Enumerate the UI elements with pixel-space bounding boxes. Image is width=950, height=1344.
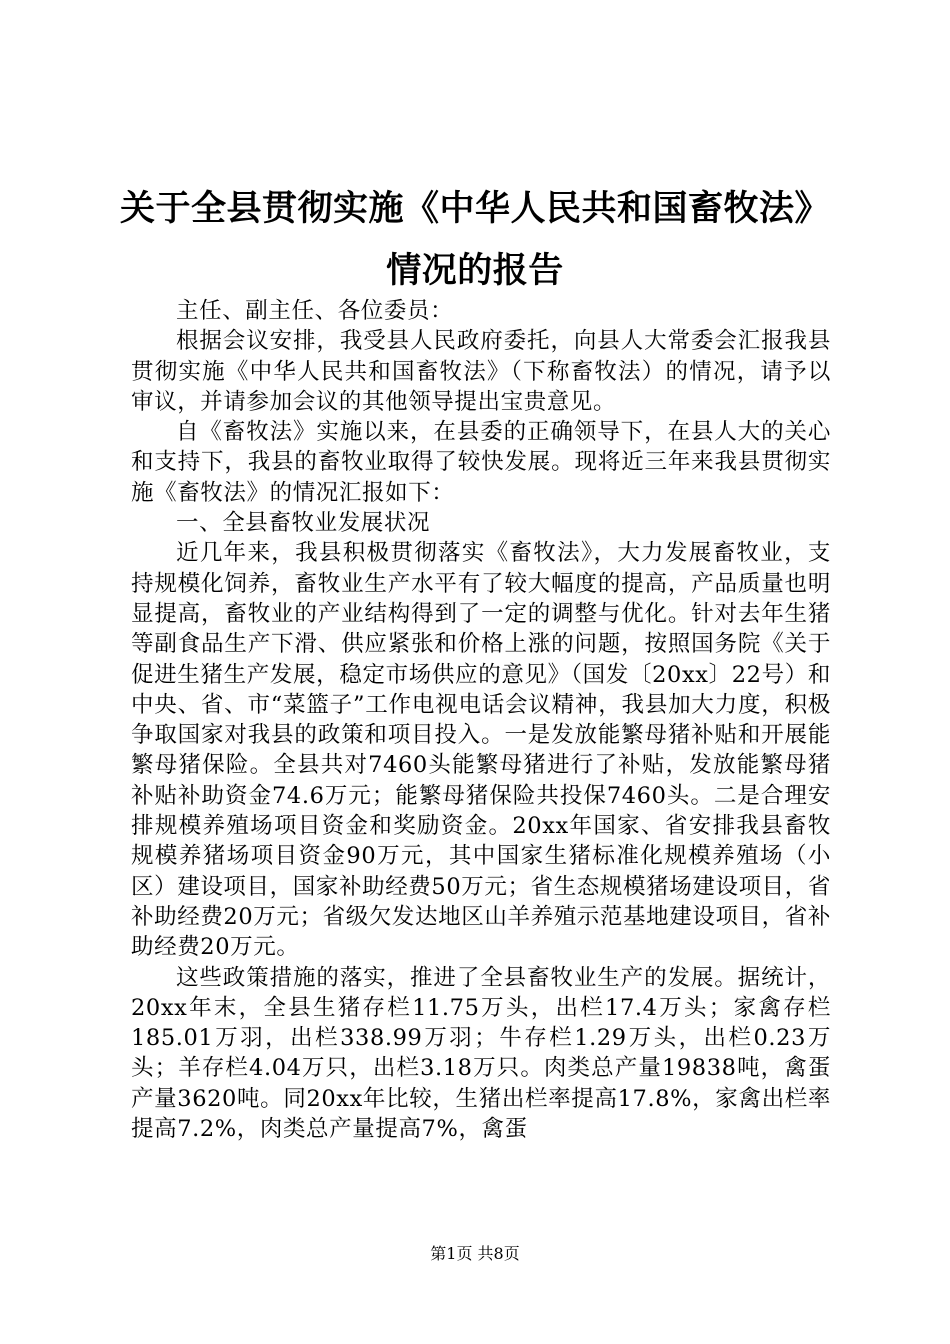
document-title (100, 178, 850, 302)
title-line-2: 情况的报告 (386, 251, 564, 291)
section-heading: 一、全县畜牧业发展状况 (176, 510, 431, 537)
paragraph: 自《畜牧法》实施以来，在县委的正确领导下，在县人大的关心和支持下，我县的畜牧业取得了较快发展。现将近三年来我县贯彻实施《畜牧法》的情况汇报如下： (131, 419, 831, 506)
page-footer: 第1页 共8页 (430, 1244, 520, 1263)
paragraph: 这些政策措施的落实，推进了全县畜牧业生产的发展。据统计，20xx年末，全县生猪存栏11.75万头，出栏17.4万头；家禽存栏185.01万羽，出栏338.99万羽；牛存栏1.29万头，出栏0.23万头；羊存栏4.04万只，出栏3.18万只。肉类总产量19838吨，禽蛋产量3620吨。同20xx年比较，生猪出栏率提高17.8%，家禽出栏率提高7.2%，肉类总产量提高7%，禽蛋 (131, 964, 831, 1143)
title-line-1: 关于全县贯彻实施《中华人民共和国畜牧法》 (119, 189, 830, 229)
paragraph: 近几年来，我县积极贯彻落实《畜牧法》，大力发展畜牧业，支持规模化饲养，畜牧业生产水平有了较大幅度的提高，产品质量也明显提高，畜牧业的产业结构得到了一定的调整与优化。针对去年生猪等副食品生产下滑、供应紧张和价格上涨的问题，按照国务院《关于促进生猪生产发展，稳定市场供应的意见》（国发〔20xx〕22号）和中央、省、市“菜篮子”工作电视电话会议精神，我县加大力度，积极争取国家对我县的政策和项目投入。一是发放能繁母猪补贴和开展能繁母猪保险。全县共对7460头能繁母猪进行了补贴，发放能繁母猪补贴补助资金74.6万元；能繁母猪保险共投保7460头。二是合理安排规模养殖场项目资金和奖励资金。20xx年国家、省安排我县畜牧规模养猪场项目资金90万元，其中国家生猪标准化规模养殖场（小区）建设项目，国家补助经费50万元；省生态规模猪场建设项目，省补助经费20万元；省级欠发达地区山羊养殖示范基地建设项目，省补助经费20万元。 (131, 540, 831, 961)
document-body (131, 296, 831, 1144)
salutation: 主任、副主任、各位委员： (176, 298, 454, 324)
paragraph: 根据会议安排，我受县人民政府委托，向县人大常委会汇报我县贯彻实施《中华人民共和国畜牧法》（下称畜牧法）的情况，请予以审议，并请参加会议的其他领导提出宝贵意见。 (131, 328, 831, 415)
